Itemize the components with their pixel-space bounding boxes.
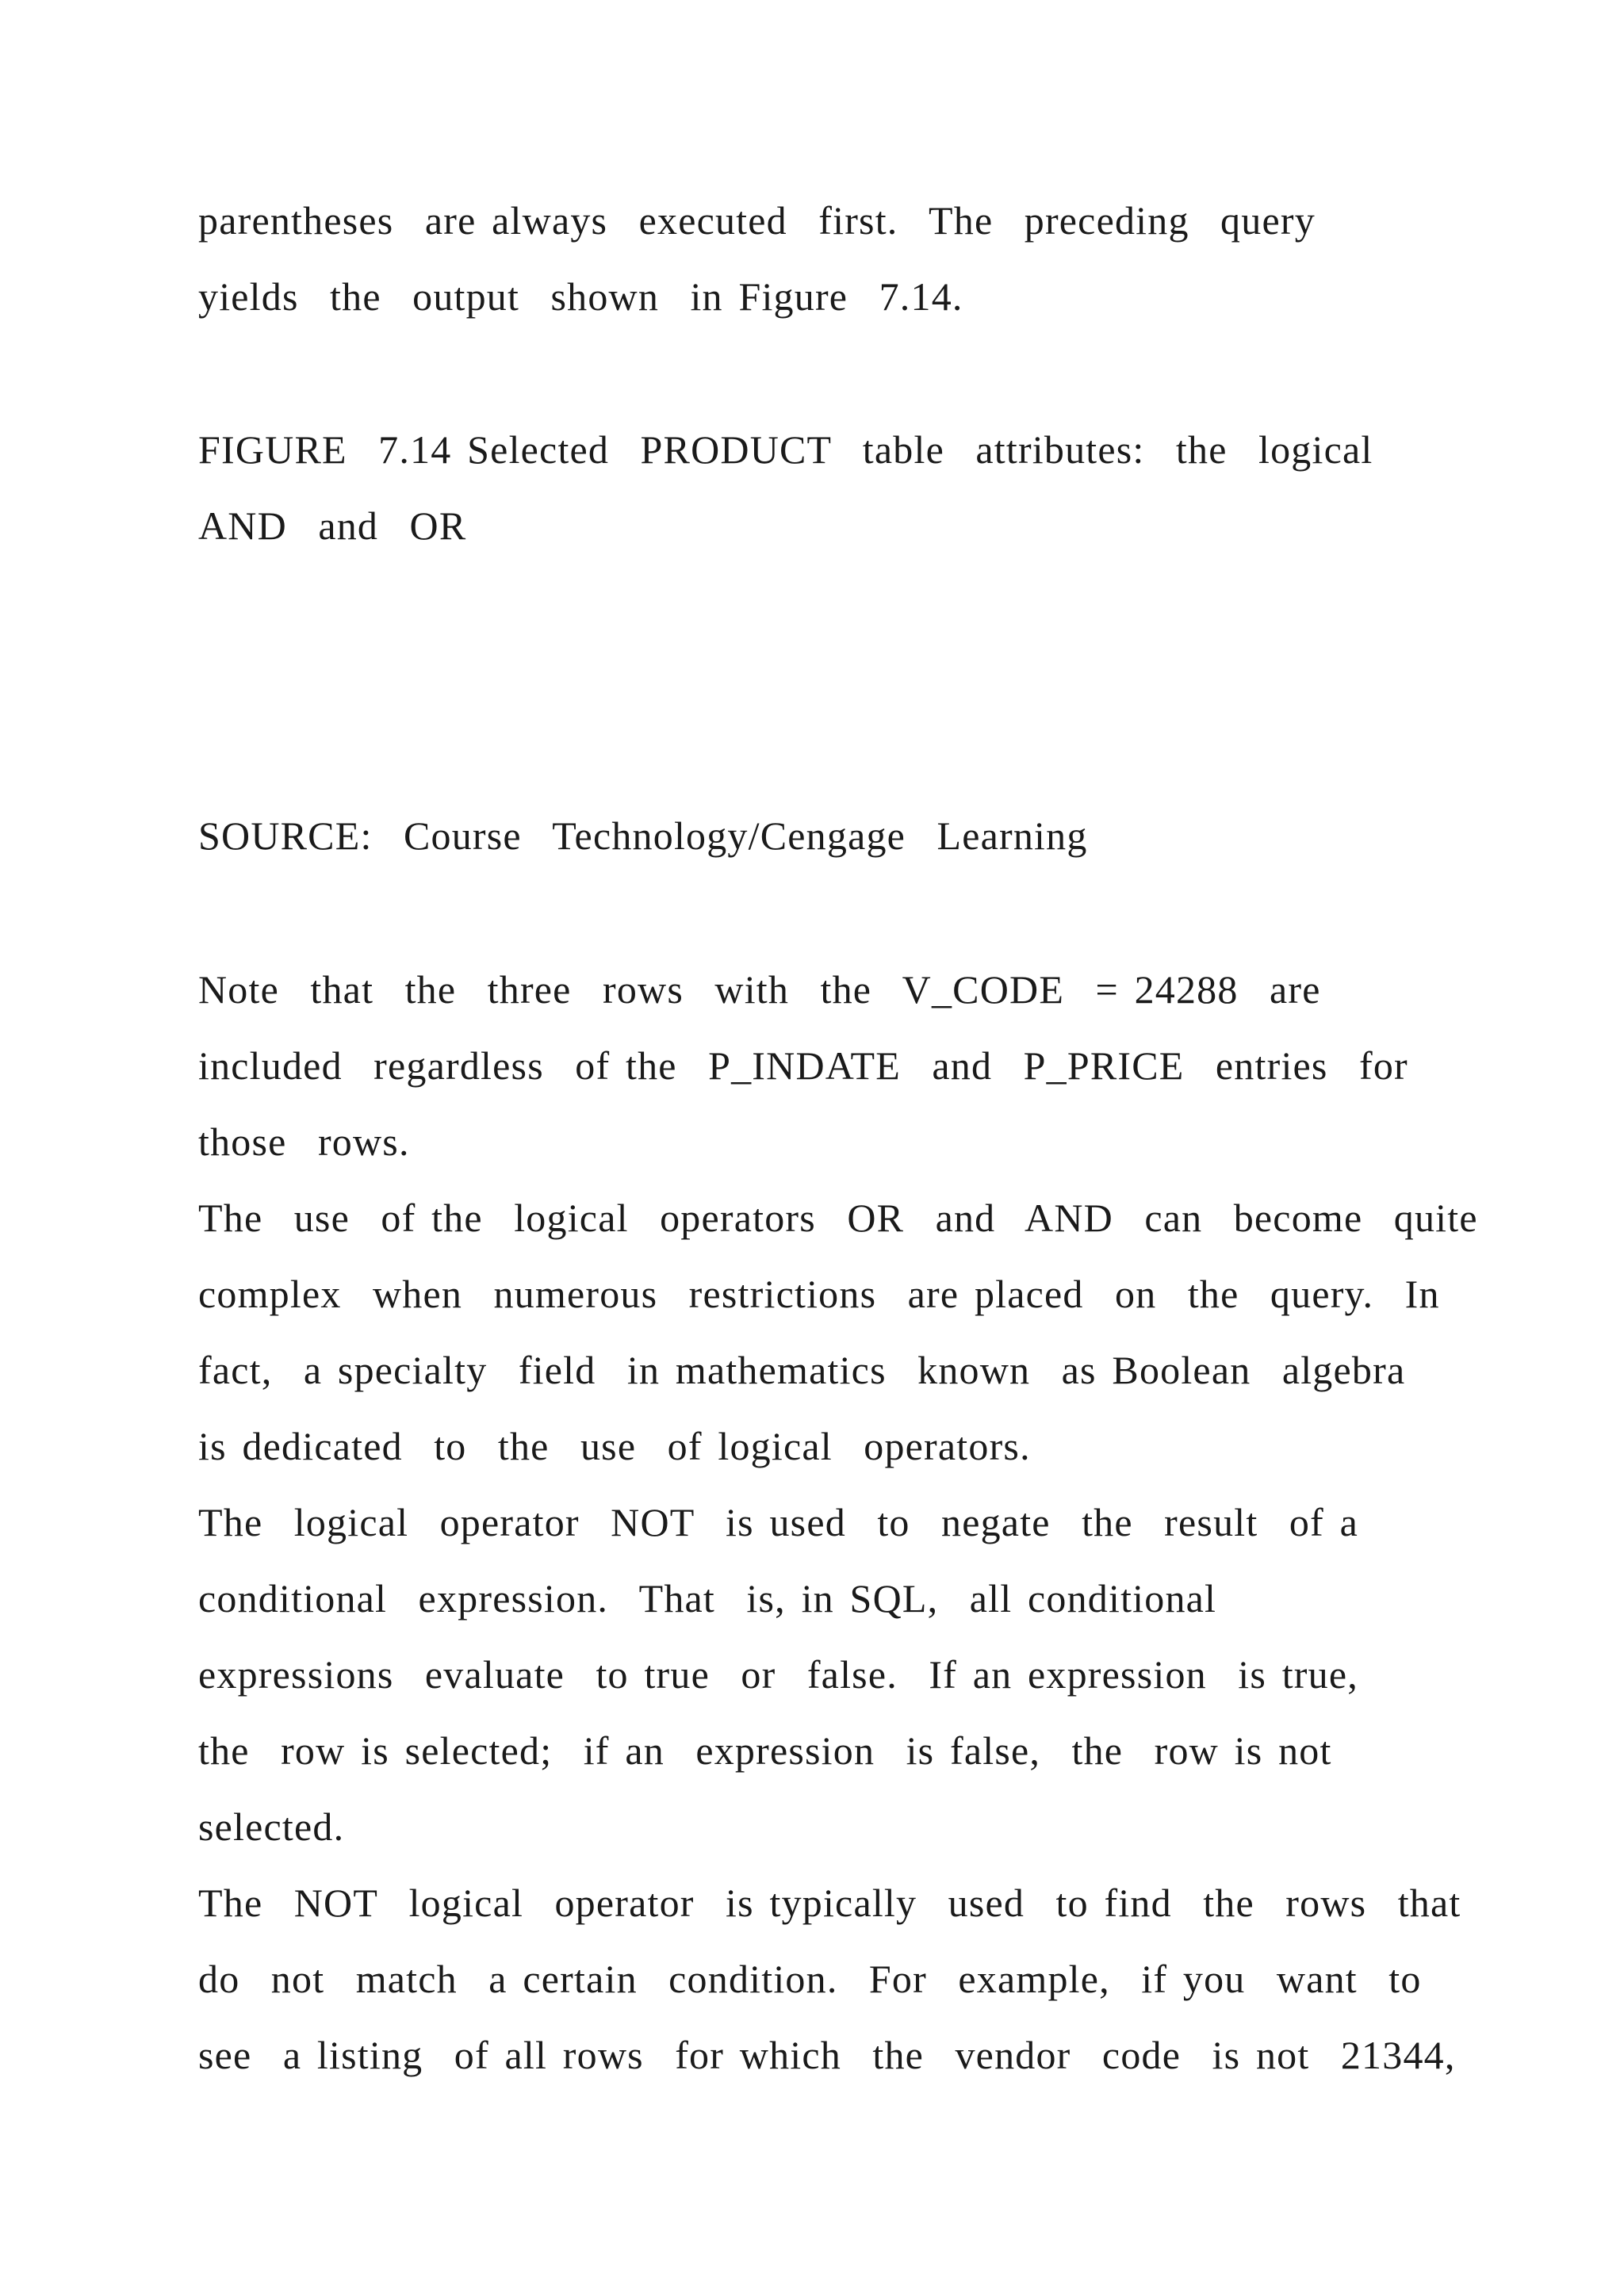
logical-ops-line: is dedicated to the use of logical operators. — [198, 1424, 1031, 1468]
not-example-line: The NOT logical operator is typically used to find the rows that — [198, 1881, 1461, 1925]
not-operator-line: the row is selected; if an expression is false, the row is not — [198, 1728, 1332, 1773]
note-line: included regardless of the P_INDATE and P_PRICE entries for — [198, 1043, 1408, 1088]
logical-ops-line: complex when numerous restrictions are placed on the query. In — [198, 1272, 1440, 1316]
note-line: those rows. — [198, 1119, 410, 1164]
logical-ops-line: fact, a specialty field in mathematics known as Boolean algebra — [198, 1348, 1406, 1392]
logical-ops-line: The use of the logical operators OR and AND can become quite — [198, 1196, 1478, 1240]
not-example-line: see a listing of all rows for which the vendor code is not 21344, — [198, 2033, 1456, 2077]
intro-line: yields the output shown in Figure 7.14. — [198, 274, 963, 319]
not-operator-line: selected. — [198, 1804, 345, 1849]
not-operator-line: conditional expression. That is, in SQL, all conditional — [198, 1576, 1217, 1621]
not-operator-line: The logical operator NOT is used to negate the result of a — [198, 1500, 1358, 1544]
figure-source: SOURCE: Course Technology/Cengage Learning — [198, 813, 1088, 858]
figure-caption-line: FIGURE 7.14 Selected PRODUCT table attributes: the logical — [198, 427, 1373, 472]
figure-caption-line: AND and OR — [198, 503, 467, 548]
note-line: Note that the three rows with the V_CODE = 24288 are — [198, 967, 1321, 1012]
intro-line: parentheses are always executed first. The preceding query — [198, 198, 1316, 243]
not-operator-line: expressions evaluate to true or false. If an expression is true, — [198, 1652, 1358, 1697]
not-example-line: do not match a certain condition. For example, if you want to — [198, 1957, 1422, 2001]
